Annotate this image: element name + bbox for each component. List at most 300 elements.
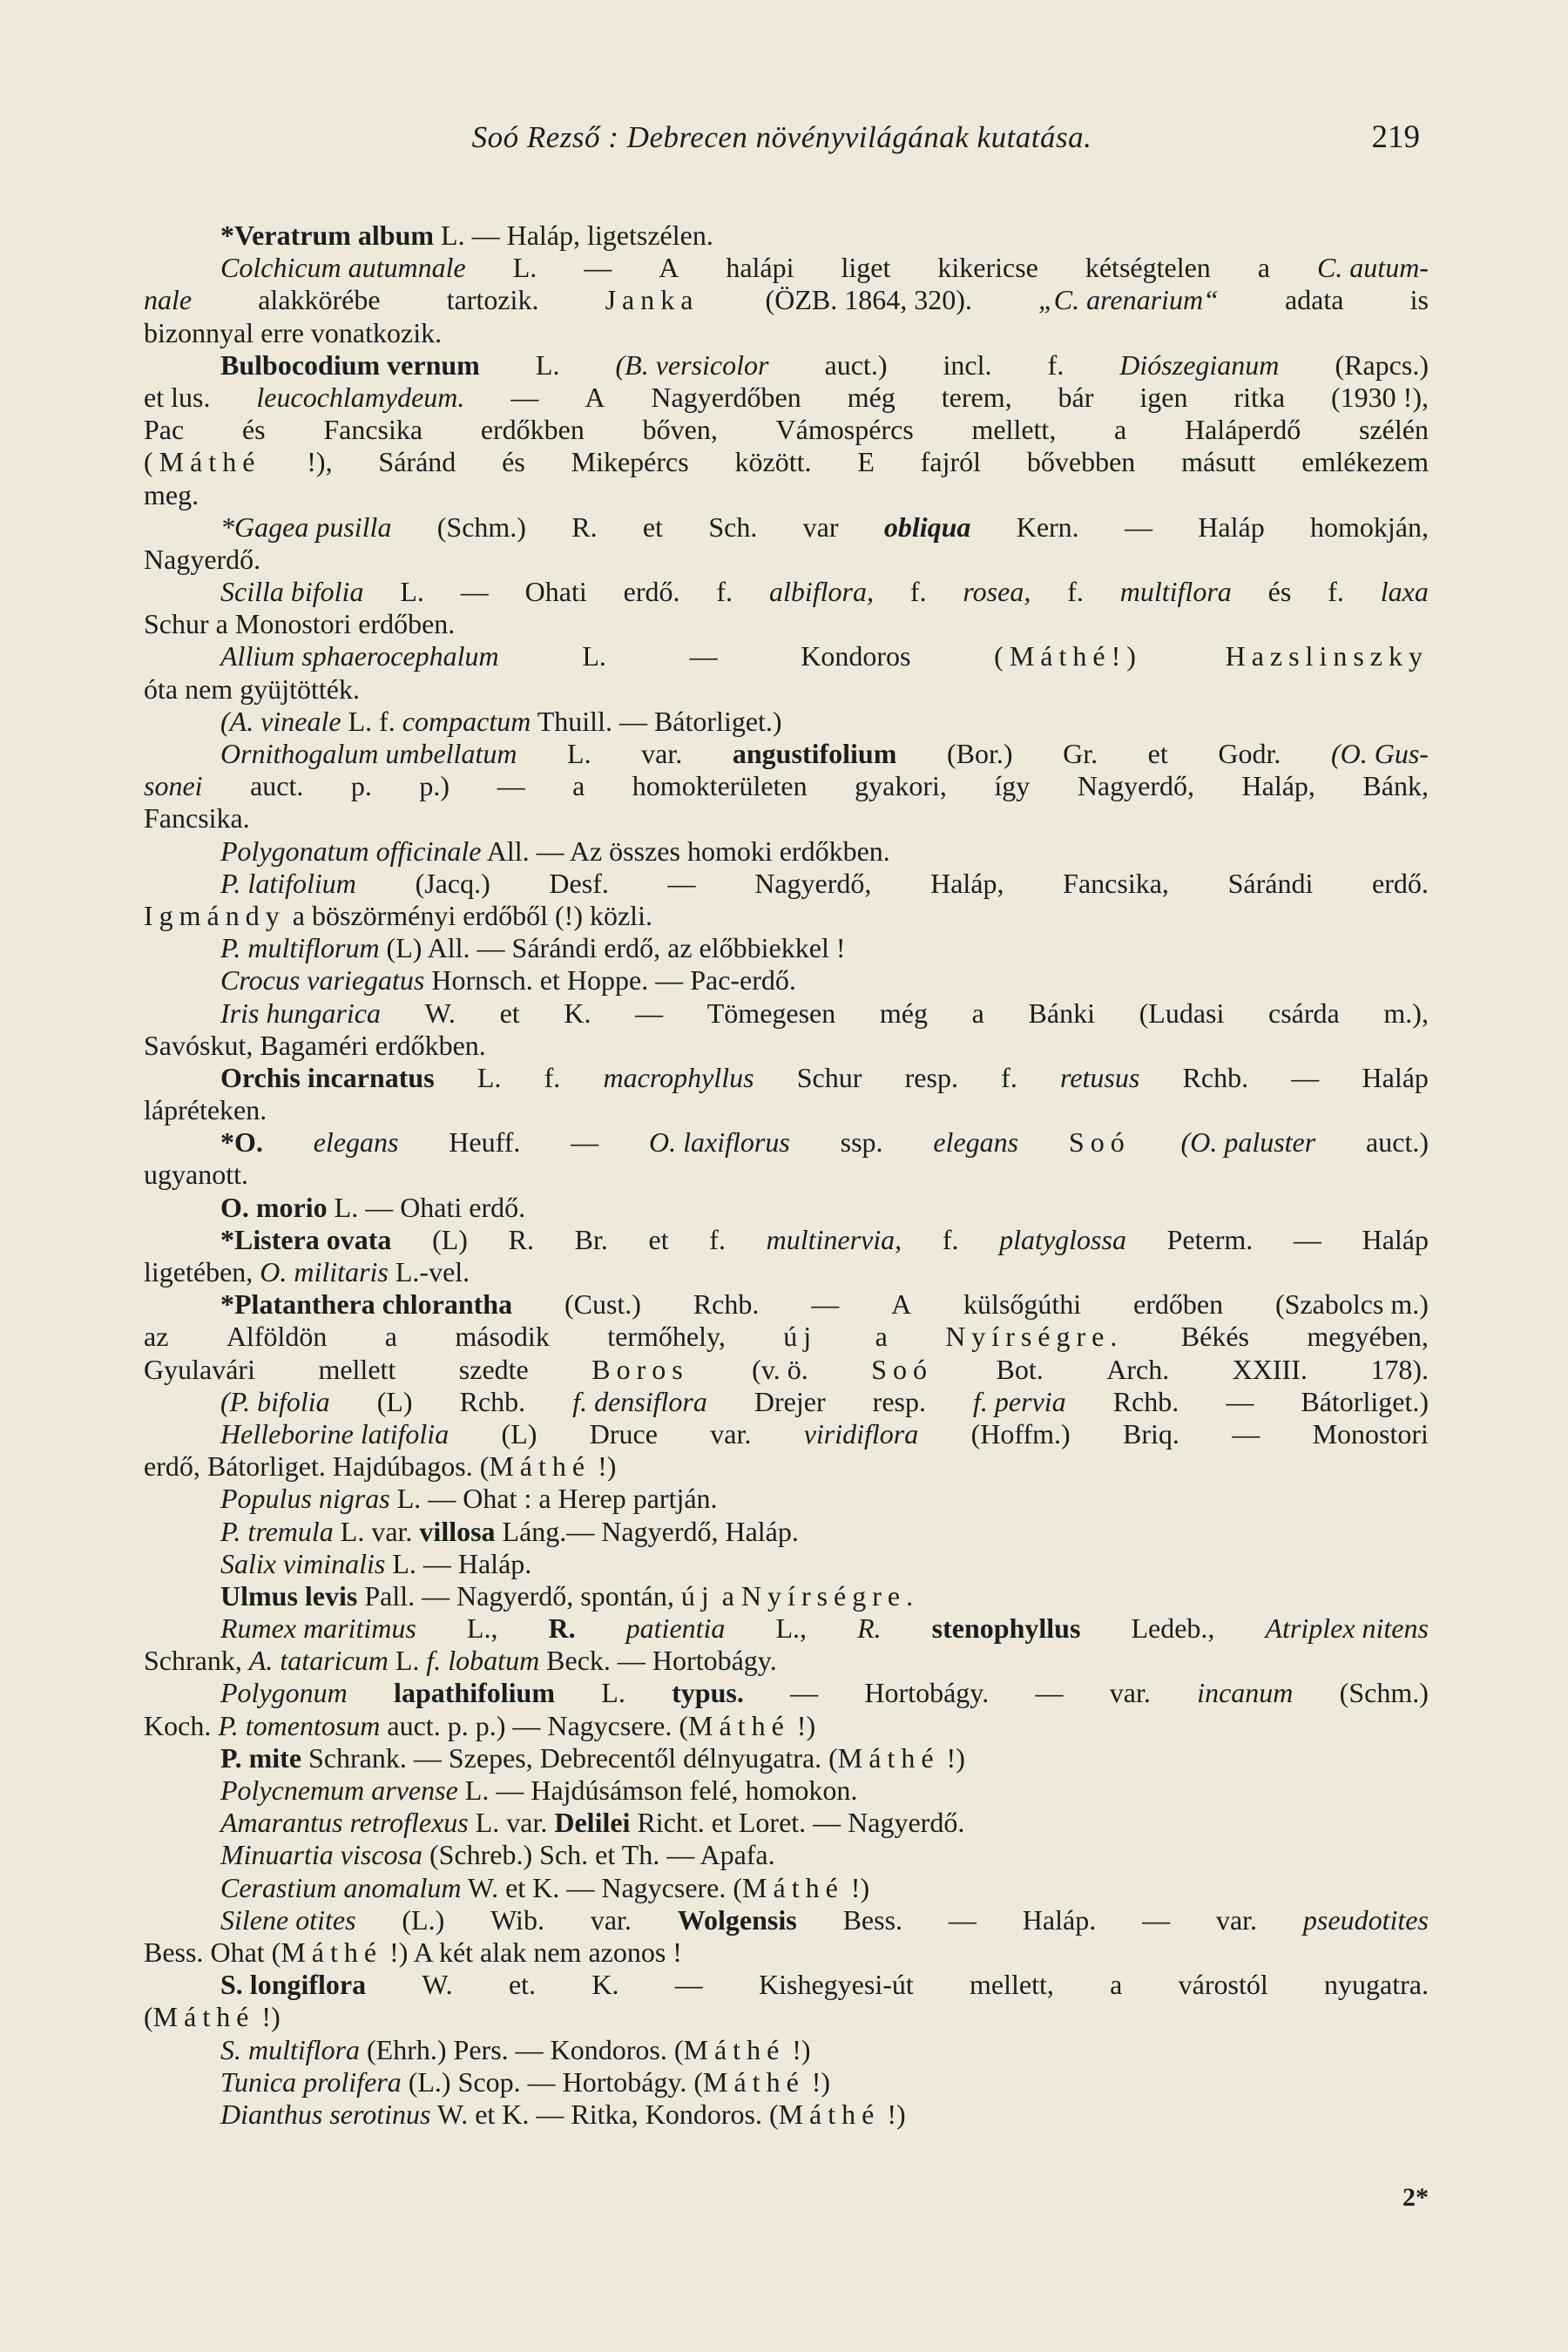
text-segment: Arch. xyxy=(1106,1353,1170,1385)
text-segment: nyugatra. xyxy=(1324,1969,1429,2001)
text-segment: Máthé xyxy=(703,2065,805,2098)
text-line xyxy=(144,414,1429,446)
text-segment: Rchb. xyxy=(459,1385,526,1417)
text-segment: albiflora, xyxy=(768,576,874,608)
text-segment: (L.) xyxy=(402,1903,445,1936)
text-segment: „C. arenarium“ xyxy=(1037,284,1219,316)
text-line xyxy=(144,802,1429,835)
text-segment: Bess. Ohat ( xyxy=(144,1936,281,1968)
text-segment: W. et K. — Nagycsere. ( xyxy=(461,1871,743,1903)
text-segment: L. — Hajdúsámson felé, homokon. xyxy=(457,1774,858,1806)
text-segment: C. autum- xyxy=(1316,252,1429,284)
running-title: Soó Rezső : Debrecen növényvilágának kutatása. xyxy=(471,120,1092,154)
text-line xyxy=(144,1580,1429,1612)
text-segment: Druce xyxy=(589,1417,658,1450)
text-segment: a xyxy=(572,770,585,802)
text-segment: Ornithogalum umbellatum xyxy=(220,738,517,769)
text-segment: P. latifolium xyxy=(220,867,356,899)
text-line xyxy=(144,997,1429,1030)
text-line xyxy=(144,1936,1429,1969)
text-segment: sonei xyxy=(144,770,203,802)
text-segment: auct.) xyxy=(1366,1126,1429,1159)
text-segment: et lus. xyxy=(144,381,211,413)
text-segment: Peterm. xyxy=(1166,1223,1254,1255)
text-line xyxy=(144,1839,1429,1871)
text-segment: ugyanott. xyxy=(144,1159,248,1191)
text-segment: (O. Gus- xyxy=(1330,738,1429,769)
text-segment: bár xyxy=(1058,381,1094,413)
text-segment: — xyxy=(674,1969,703,2001)
text-segment: f. lobatum xyxy=(426,1645,540,1677)
text-segment: et xyxy=(499,997,520,1029)
text-segment: Minuartia viscosa xyxy=(220,1839,422,1871)
text-segment: Godr. xyxy=(1218,738,1281,769)
text-segment: p. xyxy=(350,770,372,802)
text-segment: homokterületen xyxy=(632,770,808,802)
text-segment: kikericse xyxy=(937,252,1038,284)
text-line xyxy=(144,511,1429,544)
text-segment: — xyxy=(1291,1061,1320,1093)
text-segment: lápréteken. xyxy=(144,1094,267,1126)
text-segment: — xyxy=(1142,1903,1171,1936)
text-segment: Igmándy xyxy=(144,899,286,931)
text-segment: bőven, xyxy=(642,414,718,446)
text-line xyxy=(144,382,1429,414)
text-segment: homokján, xyxy=(1310,510,1429,543)
text-segment: Máthé xyxy=(683,2033,786,2065)
text-segment: leucochlamydeum. xyxy=(256,381,465,413)
text-segment: All. — Az összes homoki erdőkben. xyxy=(481,835,890,867)
text-segment: Tömegesen xyxy=(706,997,836,1029)
text-segment: R. xyxy=(571,510,598,543)
text-segment: emlékezem xyxy=(1301,446,1429,478)
text-segment: Máthé xyxy=(152,2001,255,2033)
text-segment: Monostori xyxy=(1312,1417,1429,1450)
text-line xyxy=(144,706,1429,738)
text-line xyxy=(144,1516,1429,1548)
text-segment: L. xyxy=(400,576,424,608)
text-segment: auct.) xyxy=(824,348,888,381)
text-line xyxy=(144,479,1429,511)
text-segment: viridiflora xyxy=(803,1417,919,1450)
text-line xyxy=(144,640,1429,672)
text-segment: Nagyerdőben xyxy=(651,381,801,413)
text-segment: K. xyxy=(591,1969,619,2001)
text-segment: f. xyxy=(544,1061,561,1093)
text-segment: Bulbocodium vernum xyxy=(220,348,480,381)
text-segment: (Jacq.) xyxy=(415,867,490,899)
text-segment: incl. xyxy=(943,348,992,381)
text-segment: f. pervia xyxy=(973,1385,1066,1417)
text-segment: Tunica prolifera xyxy=(220,2065,402,2098)
text-segment: Hortobágy. xyxy=(864,1677,990,1709)
page-header xyxy=(144,112,1420,164)
text-segment: Cerastium anomalum xyxy=(220,1871,462,1903)
text-segment: — xyxy=(790,1677,819,1709)
text-segment: ssp. xyxy=(840,1126,883,1159)
text-line xyxy=(144,1321,1429,1353)
text-segment: Helleborine latifolia xyxy=(220,1417,449,1450)
text-segment: Sáránd xyxy=(378,446,456,478)
text-segment: f. xyxy=(1047,348,1064,381)
text-segment: Nagyerdő, xyxy=(1077,770,1194,802)
text-segment: Kondoros xyxy=(801,640,911,672)
text-line xyxy=(144,2066,1429,2099)
text-segment: tartozik. xyxy=(446,284,539,316)
text-line xyxy=(144,1418,1429,1450)
text-line xyxy=(144,1094,1429,1126)
text-segment: O. militaris xyxy=(260,1256,389,1288)
text-segment: (Schm.) xyxy=(436,510,526,543)
text-segment: Haláp, xyxy=(1241,770,1315,802)
text-segment: L. xyxy=(388,1645,427,1677)
text-segment: multinervia, xyxy=(766,1223,902,1255)
text-segment: (Ludasi xyxy=(1139,997,1225,1029)
text-segment: — xyxy=(1124,510,1152,543)
text-segment: erdő, Bátorliget. Hajdúbagos. ( xyxy=(144,1450,490,1483)
text-line xyxy=(144,1159,1429,1191)
text-line xyxy=(144,900,1429,932)
text-segment: L. xyxy=(582,640,606,672)
text-segment: Ohati xyxy=(524,576,587,608)
text-segment: Iris hungarica xyxy=(220,997,381,1029)
text-segment: Alföldön xyxy=(226,1321,328,1353)
text-segment: Schur a Monostori erdőben. xyxy=(144,608,456,640)
text-segment: Haláp xyxy=(1362,1061,1429,1093)
text-segment: Salix viminalis xyxy=(220,1547,386,1579)
text-segment: Haláp, xyxy=(930,867,1004,899)
text-line xyxy=(144,673,1429,706)
text-segment: — xyxy=(460,576,489,608)
text-segment: Soó xyxy=(871,1353,934,1385)
text-segment: L.-vel. xyxy=(388,1256,470,1288)
text-segment: — xyxy=(1035,1677,1064,1709)
text-segment: A xyxy=(891,1288,912,1321)
text-segment: kétségtelen xyxy=(1085,252,1211,284)
text-segment: mellett, xyxy=(970,1969,1054,2001)
text-segment: Ulmus levis xyxy=(220,1579,358,1612)
text-segment: a xyxy=(1257,252,1270,284)
text-segment: platyglossa xyxy=(999,1223,1126,1255)
text-segment: L. var. xyxy=(333,1515,420,1547)
text-segment: W. et K. — Ritka, Kondoros. ( xyxy=(430,2098,779,2130)
text-segment: Populus nigras xyxy=(220,1483,390,1515)
text-segment: f. xyxy=(1001,1061,1017,1093)
text-segment: rosea, xyxy=(963,576,1031,608)
text-segment: elegans xyxy=(313,1126,399,1159)
text-segment: (Schreb.) Sch. et Th. — Apafa. xyxy=(422,1839,775,1871)
text-segment: S. longiflora xyxy=(220,1969,367,2001)
text-segment: meg. xyxy=(144,478,199,510)
text-segment: !) xyxy=(785,2033,811,2065)
text-segment: Fancsika. xyxy=(144,802,250,835)
text-segment: W. xyxy=(422,1969,453,2001)
text-segment: *Veratrum album xyxy=(220,220,435,251)
text-segment: f. xyxy=(716,576,733,608)
text-segment: Bánk, xyxy=(1362,770,1429,802)
text-segment: et xyxy=(1147,738,1168,769)
text-segment: nale xyxy=(144,284,193,316)
text-segment: (1930 !), xyxy=(1331,381,1429,413)
text-segment: O. laxiflorus xyxy=(649,1126,790,1159)
text-segment: Nyírségre. xyxy=(740,1579,920,1612)
text-segment: auct. xyxy=(250,770,304,802)
text-line xyxy=(144,1872,1429,1904)
text-line xyxy=(144,1288,1429,1321)
text-segment: mellett xyxy=(318,1353,396,1385)
text-line xyxy=(144,868,1429,900)
text-segment: P. mite xyxy=(220,1741,302,1774)
text-segment: Kishegyesi-út xyxy=(759,1969,914,2001)
text-segment: a böszörményi erdőből (!) közli. xyxy=(285,899,652,931)
text-segment: — xyxy=(1226,1385,1254,1417)
text-segment: (O. paluster xyxy=(1180,1126,1316,1159)
text-segment: (A. vineale xyxy=(220,705,341,737)
text-line xyxy=(144,1030,1429,1062)
text-line xyxy=(144,2001,1429,2033)
text-segment: Bess. xyxy=(842,1903,903,1936)
text-segment: szélén xyxy=(1358,414,1429,446)
text-segment: Polygonum xyxy=(220,1677,348,1709)
text-segment: Briq. xyxy=(1122,1417,1179,1450)
text-segment: (L) xyxy=(376,1385,413,1417)
text-segment: Amarantus retroflexus xyxy=(220,1807,469,1839)
text-segment: Delilei xyxy=(554,1807,631,1839)
text-segment: Silene otites xyxy=(220,1903,356,1936)
text-segment: 178). xyxy=(1370,1353,1429,1385)
text-line xyxy=(144,1256,1429,1288)
text-segment: Máthé xyxy=(489,1450,591,1483)
text-segment: Polycnemum arvense xyxy=(220,1774,458,1806)
text-segment: — xyxy=(497,770,525,802)
text-segment: Ledeb., xyxy=(1131,1612,1215,1645)
text-segment: második xyxy=(455,1321,550,1353)
text-segment: m.), xyxy=(1383,997,1429,1029)
text-segment: fajról xyxy=(920,446,982,478)
text-segment: — xyxy=(1293,1223,1321,1255)
text-segment: liget xyxy=(841,252,891,284)
text-segment: termőhely, xyxy=(607,1321,726,1353)
text-segment: et. xyxy=(508,1969,537,2001)
text-segment: Savóskut, Bagaméri erdőkben. xyxy=(144,1029,486,1061)
text-segment: Fancsika, xyxy=(1063,867,1169,899)
text-segment: ritka xyxy=(1233,381,1286,413)
text-segment: Bátorliget.) xyxy=(1301,1385,1429,1417)
text-line xyxy=(144,1354,1429,1386)
text-segment: (ÖZB. 1864, 320). xyxy=(765,284,972,316)
text-segment: (Szabolcs m.) xyxy=(1274,1288,1429,1321)
text-segment: *O. xyxy=(220,1126,263,1159)
text-segment: a xyxy=(714,1579,741,1612)
text-line xyxy=(144,1224,1429,1256)
text-segment: *Listera ovata xyxy=(220,1223,392,1255)
text-segment: var. xyxy=(1109,1677,1151,1709)
text-segment: Rchb. xyxy=(693,1288,760,1321)
text-segment: ligetében, xyxy=(144,1256,260,1288)
text-line xyxy=(144,1904,1429,1936)
text-segment: gyakori, xyxy=(855,770,947,802)
text-segment: XXIII. xyxy=(1232,1353,1308,1385)
text-segment: pseudotites xyxy=(1302,1903,1429,1936)
text-segment: Colchicum autumnale xyxy=(220,252,466,284)
text-segment: f. xyxy=(942,1223,959,1255)
text-segment: még xyxy=(847,381,896,413)
text-segment: óta nem gyüjtötték. xyxy=(144,672,360,705)
text-segment: R. xyxy=(548,1612,576,1645)
text-segment: erdő. xyxy=(1372,867,1429,899)
text-segment: !) xyxy=(880,2098,906,2130)
text-segment: Bot. xyxy=(996,1353,1044,1385)
text-segment: Sch. xyxy=(708,510,758,543)
text-line xyxy=(144,284,1429,316)
text-segment: Máthé xyxy=(837,1741,940,1774)
text-segment: Gr. xyxy=(1063,738,1098,769)
text-segment: Drejer xyxy=(754,1385,826,1417)
text-line xyxy=(144,1386,1429,1418)
text-segment: !) xyxy=(843,1871,870,1903)
text-segment: L. var. xyxy=(468,1807,555,1839)
text-segment: A xyxy=(659,252,679,284)
text-segment: Máthé xyxy=(742,1871,844,1903)
text-segment: Dianthus serotinus xyxy=(220,2098,431,2130)
text-segment: Haláp xyxy=(1362,1223,1429,1255)
text-segment: !) xyxy=(254,2001,280,2033)
text-segment: Békés xyxy=(1180,1321,1249,1353)
text-segment: A. tataricum xyxy=(248,1645,389,1677)
text-line xyxy=(144,1612,1429,1645)
text-line xyxy=(144,835,1429,868)
text-segment: Polygonatum officinale xyxy=(220,835,482,867)
text-segment: et xyxy=(642,510,664,543)
text-segment: a xyxy=(384,1321,397,1353)
signature-mark: 2* xyxy=(1402,2183,1429,2212)
text-segment: így xyxy=(994,770,1031,802)
text-segment: — xyxy=(1232,1417,1260,1450)
text-segment: Orchis incarnatus xyxy=(220,1061,435,1093)
text-segment: Br. xyxy=(574,1223,608,1255)
text-line xyxy=(144,1969,1429,2001)
text-segment: Koch. xyxy=(144,1709,219,1741)
text-line xyxy=(144,446,1429,478)
text-segment: typus. xyxy=(672,1677,744,1709)
text-segment: var. xyxy=(641,738,683,769)
text-segment: Kern. xyxy=(1016,510,1079,543)
text-segment: (Schm.) xyxy=(1339,1677,1429,1709)
text-segment: lapathifolium xyxy=(394,1677,555,1709)
text-line xyxy=(144,576,1429,608)
text-segment: Scilla bifolia xyxy=(220,576,364,608)
text-segment: Nagyerdő. xyxy=(144,543,261,575)
text-segment: Crocus variegatus xyxy=(220,964,425,997)
text-segment: (L.) Scop. — Hortobágy. ( xyxy=(401,2065,704,2098)
text-segment: Allium sphaerocephalum xyxy=(220,640,499,672)
text-line xyxy=(144,608,1429,640)
text-segment: L., xyxy=(775,1612,808,1645)
text-segment: és xyxy=(1267,576,1292,608)
text-segment: (L) xyxy=(501,1417,537,1450)
text-segment: R. xyxy=(857,1612,882,1645)
text-segment: (L) All. — Sárándi erdő, az előbbiekkel ! xyxy=(379,932,846,964)
text-segment: var. xyxy=(710,1417,752,1450)
text-segment: L. — Haláp. xyxy=(385,1547,532,1579)
text-segment: !) xyxy=(591,1450,617,1483)
text-line xyxy=(144,349,1429,382)
text-segment: (Hoffm.) xyxy=(970,1417,1071,1450)
text-segment: (Cust.) xyxy=(564,1288,641,1321)
text-segment: — xyxy=(584,252,612,284)
text-segment: obliqua xyxy=(883,510,971,543)
text-line xyxy=(144,1126,1429,1159)
text-segment: !) xyxy=(804,2065,831,2098)
text-line xyxy=(144,932,1429,964)
text-segment: Máthé xyxy=(778,2098,881,2130)
text-segment: Sárándi xyxy=(1227,867,1314,899)
text-segment: K. xyxy=(564,997,591,1029)
text-line xyxy=(144,738,1429,770)
text-segment: adata xyxy=(1284,284,1344,316)
text-segment: — xyxy=(948,1903,977,1936)
text-segment: Wib. xyxy=(490,1903,544,1936)
text-segment: p.) xyxy=(419,770,450,802)
text-segment: Haláp. xyxy=(1022,1903,1097,1936)
text-segment: a xyxy=(971,997,984,1029)
text-segment: (Ehrh.) Pers. — Kondoros. ( xyxy=(360,2033,684,2065)
text-segment: Haláp xyxy=(1198,510,1265,543)
text-segment: megyében, xyxy=(1307,1321,1429,1353)
text-line xyxy=(144,2099,1429,2131)
text-segment: Boros xyxy=(591,1353,689,1385)
text-segment: a xyxy=(1114,414,1127,446)
text-segment: villosa xyxy=(419,1515,496,1547)
text-segment: Beck. — Hortobágy. xyxy=(539,1645,777,1677)
text-segment: között. xyxy=(734,446,812,478)
text-segment: R. xyxy=(508,1223,534,1255)
text-segment: még xyxy=(879,997,928,1029)
text-segment: var. xyxy=(590,1903,632,1936)
text-segment: Janka xyxy=(605,284,700,316)
text-segment: L. xyxy=(601,1677,625,1709)
text-segment: incanum xyxy=(1197,1677,1294,1709)
text-segment: külsőgúthi xyxy=(963,1288,1082,1321)
text-segment: — xyxy=(571,1126,599,1159)
text-segment: Láng.— Nagyerdő, Haláp. xyxy=(495,1515,799,1547)
text-segment: f. xyxy=(909,576,927,608)
text-segment: f. xyxy=(709,1223,726,1255)
text-segment: f. xyxy=(1067,576,1084,608)
text-segment: Schrank. — Szepes, Debrecentől délnyugatra. ( xyxy=(301,1741,838,1774)
text-segment: (Máthé xyxy=(144,446,261,478)
text-segment: !) A két alak nem azonos ! xyxy=(382,1936,682,1968)
text-segment: csárda xyxy=(1268,997,1340,1029)
text-segment: L. xyxy=(476,1061,502,1093)
text-line xyxy=(144,317,1429,349)
text-segment: resp. xyxy=(904,1061,958,1093)
text-segment: (Rapcs.) xyxy=(1335,348,1429,381)
text-segment: Desf. xyxy=(549,867,609,899)
text-segment: (Bor.) xyxy=(946,738,1013,769)
text-line xyxy=(144,220,1429,252)
text-segment: szedte xyxy=(458,1353,529,1385)
text-segment: — xyxy=(811,1288,840,1321)
text-segment: S. multiflora xyxy=(220,2033,361,2065)
text-segment: erdőkben xyxy=(480,414,585,446)
text-segment: a xyxy=(1110,1969,1123,2001)
text-line xyxy=(144,252,1429,284)
text-line xyxy=(144,770,1429,802)
text-segment: Mikepércs xyxy=(571,446,689,478)
text-segment: L., xyxy=(466,1612,498,1645)
text-segment: (B. versicolor xyxy=(615,348,769,381)
